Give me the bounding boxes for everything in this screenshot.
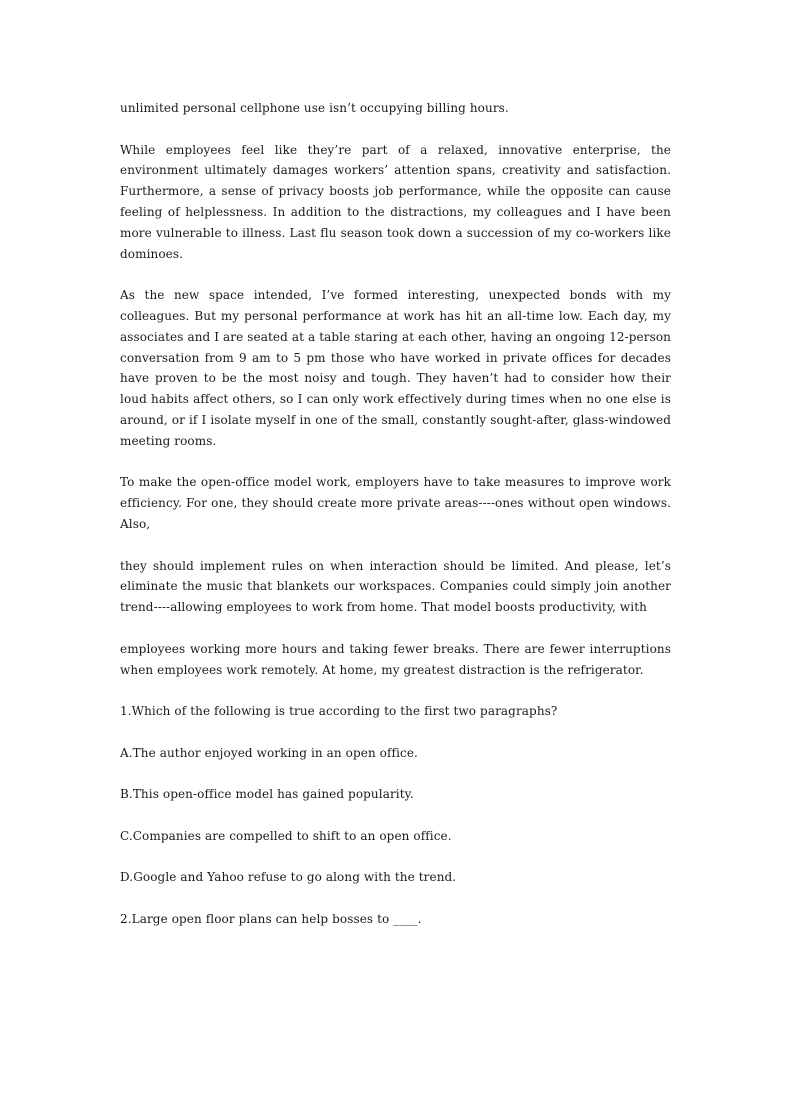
question-1-option-d: D.Google and Yahoo refuse to go along with the trend. (120, 870, 457, 885)
question-1-option-a: A.The author enjoyed working in an open office. (120, 745, 418, 760)
paragraph-employees: While employees feel like they’re part of a relaxed, innovative enterprise, the environment ultimately damages workers’ attention spans, creativity and satisfaction. Furthermore, a sense of privacy boosts job performance, while the opposite can cause feeling of helplessness. In addition to the distractions, my colleagues and I have been more vulnerable to illness. Last flu season took down a succession of my co-workers like dominoes. (120, 142, 671, 261)
paragraph-rules: they should implement rules on when interaction should be limited. And please, let’s eliminate the music that blankets our workspaces. Companies could simply join another trend----allowing employees to work from home. That model boosts productivity, with (120, 558, 671, 615)
question-2-stem: 2.Large open floor plans can help bosses to ____. (120, 912, 422, 927)
document-page (120, 98, 671, 951)
question-1-stem: 1.Which of the following is true according to the first two paragraphs? (120, 704, 558, 719)
question-1-option-b: B.This open-office model has gained popularity. (120, 787, 414, 802)
paragraph-cellphone: unlimited personal cellphone use isn’t occupying billing hours. (120, 101, 509, 115)
paragraph-new-space: As the new space intended, I’ve formed interesting, unexpected bonds with my colleagues. But my personal performance at work has hit an all-time low. Each day, my associates and I are seated at a table staring at each other, having an ongoing 12-person conversation from 9 am to 5 pm those who have worked in private offices for decades have proven to be the most noisy and tough. They haven’t had to consider how their loud habits affect others, so I can only work effectively during times when no one else is around, or if I isolate myself in one of the small, constantly sought-after, glass-windowed meeting rooms. (120, 288, 671, 448)
paragraph-remote-work: employees working more hours and taking fewer breaks. There are fewer interruptions when employees work remotely. At home, my greatest distraction is the refrigerator. (120, 641, 671, 677)
question-1-option-c: C.Companies are compelled to shift to an open office. (120, 828, 452, 843)
paragraph-open-office-model: To make the open-office model work, employers have to take measures to improve work efficiency. For one, they should create more private areas----ones without open windows. Also, (120, 475, 671, 531)
